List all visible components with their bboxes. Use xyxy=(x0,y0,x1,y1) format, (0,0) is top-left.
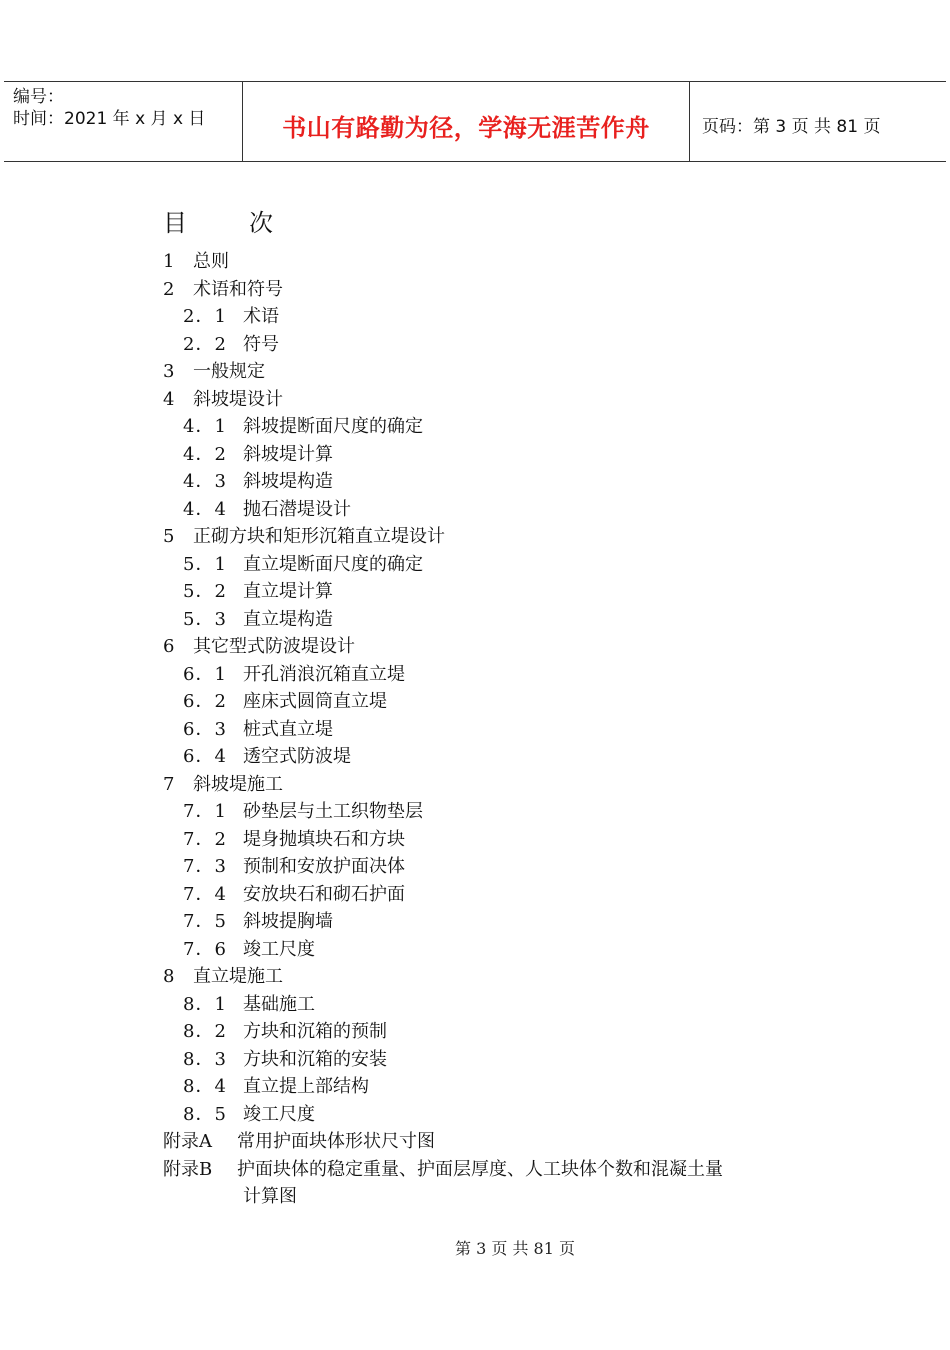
toc-entry-title: 开孔消浪沉箱直立堤 xyxy=(243,663,405,685)
toc-entry-number: 4．3 xyxy=(183,471,227,492)
toc-entry-title: 方块和沉箱的预制 xyxy=(243,1021,387,1042)
toc-entry-number: 7．2 xyxy=(183,828,227,850)
toc-entry xyxy=(163,743,723,771)
toc-entry xyxy=(163,331,723,359)
toc-entry-title: 砂垫层与土工织物垫层 xyxy=(243,801,423,822)
toc-entry xyxy=(163,303,723,331)
toc-entry-number: 8 xyxy=(163,966,175,987)
toc-entry xyxy=(163,798,723,826)
toc-entry xyxy=(163,1183,723,1211)
toc-entry xyxy=(163,496,723,524)
toc-entry-title: 预制和安放护面决体 xyxy=(243,856,405,877)
toc-entry-title: 斜坡提胸墙 xyxy=(243,911,333,932)
toc-entry xyxy=(163,248,723,276)
toc-entry-title: 竣工尺度 xyxy=(243,1103,315,1125)
toc-entry-number: 2．1 xyxy=(183,306,227,327)
toc-entry-title: 座床式圆筒直立堤 xyxy=(243,691,387,712)
toc-entry xyxy=(163,413,723,441)
toc-entry xyxy=(163,1073,723,1101)
toc-entry-number: 附录A xyxy=(163,1131,212,1152)
toc-entry xyxy=(163,688,723,716)
toc-entry xyxy=(163,551,723,579)
toc-entry-number: 8．4 xyxy=(183,1076,227,1097)
toc-entry-title: 直立堤构造 xyxy=(243,608,333,630)
page-footer: 第 3 页 共 81 页 xyxy=(455,1239,575,1258)
toc-entry xyxy=(163,716,723,744)
toc-entry xyxy=(163,661,723,689)
toc-entry xyxy=(163,1128,723,1156)
toc-entry xyxy=(163,606,723,634)
toc-entry-title: 直立提上部结构 xyxy=(243,1076,369,1097)
toc-entry xyxy=(163,771,723,799)
toc-entry-title: 术语和符号 xyxy=(193,278,283,300)
header-page-cell xyxy=(690,82,946,161)
toc-entry-number: 8．3 xyxy=(183,1048,227,1070)
toc-title xyxy=(163,203,273,238)
toc-entry xyxy=(163,1156,723,1184)
toc-entry xyxy=(163,1101,723,1129)
toc-entry xyxy=(163,963,723,991)
toc-entry-number: 7．5 xyxy=(183,911,227,932)
toc-entry xyxy=(163,358,723,386)
toc-title-char-2: 次 xyxy=(249,209,273,237)
toc-entry xyxy=(163,578,723,606)
toc-entry-number: 7．3 xyxy=(183,856,227,877)
toc-entry-number: 3 xyxy=(163,361,175,382)
toc-entry-number: 4．2 xyxy=(183,443,227,465)
toc-entry-number: 6 xyxy=(163,636,175,657)
toc-entry-title: 符号 xyxy=(243,333,279,355)
toc-entry xyxy=(163,386,723,414)
toc-entry-title: 竣工尺度 xyxy=(243,938,315,960)
toc-entry-title: 抛石潜堤设计 xyxy=(243,498,351,520)
toc-entry-number: 附录B xyxy=(163,1158,213,1180)
toc-entry-title: 常用护面块体形状尺寸图 xyxy=(237,1131,435,1152)
header-meta-cell xyxy=(4,82,243,161)
toc-entry-number: 2 xyxy=(163,278,175,300)
page-header xyxy=(4,81,946,162)
toc-title-char-1: 目 xyxy=(163,209,187,237)
toc-entry-title: 斜坡堤计算 xyxy=(243,443,333,465)
toc-entry-number: 7．4 xyxy=(183,883,227,905)
toc-entry-number: 8．5 xyxy=(183,1103,227,1125)
toc-entry xyxy=(163,826,723,854)
toc-entry-number: 7．1 xyxy=(183,801,227,822)
toc-entry-number: 6．1 xyxy=(183,663,227,685)
toc-entry-number: 4．4 xyxy=(183,498,227,520)
toc-entry xyxy=(163,881,723,909)
toc-entry-number: 8．2 xyxy=(183,1021,227,1042)
toc-entry-number: 8．1 xyxy=(183,993,227,1015)
toc-entry-title: 直立堤施工 xyxy=(193,966,283,987)
toc-entry-title: 桩式直立堤 xyxy=(243,718,333,740)
toc-entry-title: 其它型式防波堤设计 xyxy=(193,636,355,657)
toc-entry-number: 6．2 xyxy=(183,691,227,712)
header-motto: 书山有路勤为径，学海无涯苦作舟 xyxy=(282,114,650,142)
toc-entry-title: 堤身抛填块石和方块 xyxy=(243,828,405,850)
toc-entry-number: 1 xyxy=(163,251,175,272)
table-of-contents xyxy=(163,248,723,1211)
toc-entry-number: 7．6 xyxy=(183,938,227,960)
toc-entry xyxy=(163,991,723,1019)
toc-entry xyxy=(163,523,723,551)
toc-entry-title: 斜坡堤设计 xyxy=(193,388,283,410)
toc-entry-title: 计算图 xyxy=(243,1186,297,1207)
toc-entry-title: 方块和沉箱的安装 xyxy=(243,1048,387,1070)
toc-entry-title: 术语 xyxy=(243,306,279,327)
toc-entry-title: 直立堤计算 xyxy=(243,581,333,602)
toc-entry-number: 4 xyxy=(163,388,175,410)
toc-entry-title: 安放块石和砌石护面 xyxy=(243,883,405,905)
toc-entry xyxy=(163,468,723,496)
toc-entry xyxy=(163,908,723,936)
toc-entry-title: 斜坡提断面尺度的确定 xyxy=(243,416,423,437)
toc-entry-number: 2．2 xyxy=(183,333,227,355)
toc-entry-title: 正砌方块和矩形沉箱直立堤设计 xyxy=(193,526,445,547)
toc-entry-title: 斜坡堤构造 xyxy=(243,471,333,492)
toc-entry xyxy=(163,276,723,304)
toc-entry-title: 总则 xyxy=(193,251,229,272)
toc-entry-number: 4．1 xyxy=(183,416,227,437)
header-page-info: 页码：第 3 页 共 81 页 xyxy=(702,117,881,137)
toc-entry-title: 直立堤断面尺度的确定 xyxy=(243,553,423,575)
toc-entry xyxy=(163,633,723,661)
toc-entry-title: 护面块体的稳定重量、护面层厚度、人工块体个数和混凝土量 xyxy=(237,1158,723,1180)
header-motto-cell xyxy=(243,82,690,161)
toc-entry-number: 5．1 xyxy=(183,553,227,575)
document-time-label: 时间：2021 年 x 月 x 日 xyxy=(13,109,206,129)
toc-entry xyxy=(163,441,723,469)
toc-entry-number: 7 xyxy=(163,773,175,795)
toc-entry xyxy=(163,936,723,964)
toc-entry xyxy=(163,1046,723,1074)
toc-entry-title: 一般规定 xyxy=(193,361,265,382)
toc-entry-number: 5 xyxy=(163,526,175,547)
toc-entry xyxy=(163,853,723,881)
toc-entry-number: 5．2 xyxy=(183,581,227,602)
toc-entry-title: 斜坡堤施工 xyxy=(193,773,283,795)
document-code-label: 编号： xyxy=(13,87,64,107)
toc-entry-number: 5．3 xyxy=(183,608,227,630)
toc-entry xyxy=(163,1018,723,1046)
toc-entry-number: 6．4 xyxy=(183,746,227,767)
toc-entry-number: 6．3 xyxy=(183,718,227,740)
toc-entry-title: 透空式防波堤 xyxy=(243,746,351,767)
toc-entry-title: 基础施工 xyxy=(243,993,315,1015)
